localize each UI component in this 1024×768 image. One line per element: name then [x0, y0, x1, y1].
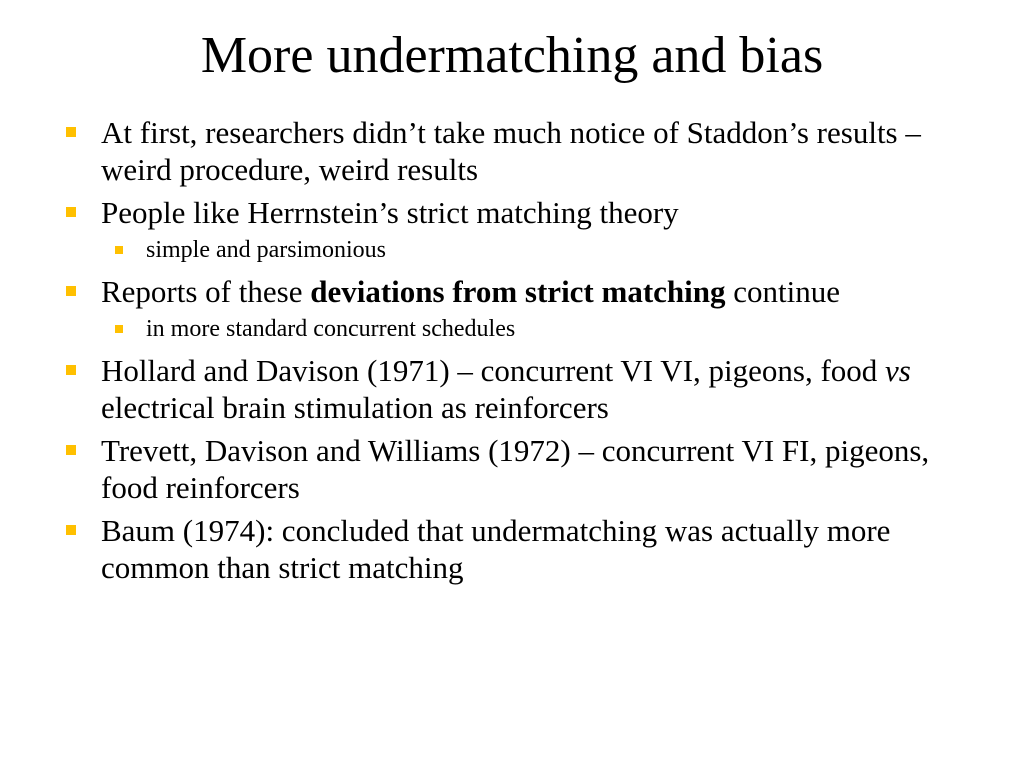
- square-bullet-icon: [66, 207, 76, 217]
- bullet-item: [62, 512, 962, 586]
- square-bullet-icon: [115, 246, 123, 254]
- bullet-item: [62, 273, 962, 310]
- bullet-text: Trevett, Davison and Williams (1972) – concurrent VI FI, pigeons, food reinforcers: [101, 433, 930, 505]
- sub-bullet-item: [62, 235, 962, 265]
- bullet-emphasis: deviations from strict matching: [310, 274, 726, 309]
- sub-bullet-text: in more standard concurrent schedules: [146, 316, 516, 342]
- sub-bullet-item: [62, 314, 962, 344]
- bullet-text-continued: continue: [725, 274, 841, 309]
- bullet-text: Hollard and Davison (1971) – concurrent VI VI, pigeons, food: [101, 353, 886, 388]
- square-bullet-icon: [66, 445, 76, 455]
- square-bullet-icon: [66, 525, 76, 535]
- bullet-item: [62, 114, 962, 188]
- bullet-item: [62, 432, 962, 506]
- bullet-text: People like Herrnstein’s strict matching theory: [101, 195, 679, 230]
- square-bullet-icon: [66, 127, 76, 137]
- bullet-text-continued: electrical brain stimulation as reinforcers: [101, 390, 609, 425]
- bullet-item: [62, 194, 962, 231]
- sub-bullet-text: simple and parsimonious: [146, 237, 386, 263]
- bullet-item: [62, 352, 962, 426]
- slide-title: More undermatching and bias: [200, 27, 824, 84]
- square-bullet-icon: [66, 365, 76, 375]
- bullet-list: [62, 114, 962, 592]
- bullet-italic: vs: [885, 353, 911, 388]
- square-bullet-icon: [115, 325, 123, 333]
- square-bullet-icon: [66, 286, 76, 296]
- bullet-text: Baum (1974): concluded that undermatching was actually more common than strict matching: [101, 513, 891, 585]
- bullet-text: Reports of these: [101, 274, 311, 309]
- bullet-text: At first, researchers didn’t take much notice of Staddon’s results – weird procedure, weird results: [101, 115, 921, 187]
